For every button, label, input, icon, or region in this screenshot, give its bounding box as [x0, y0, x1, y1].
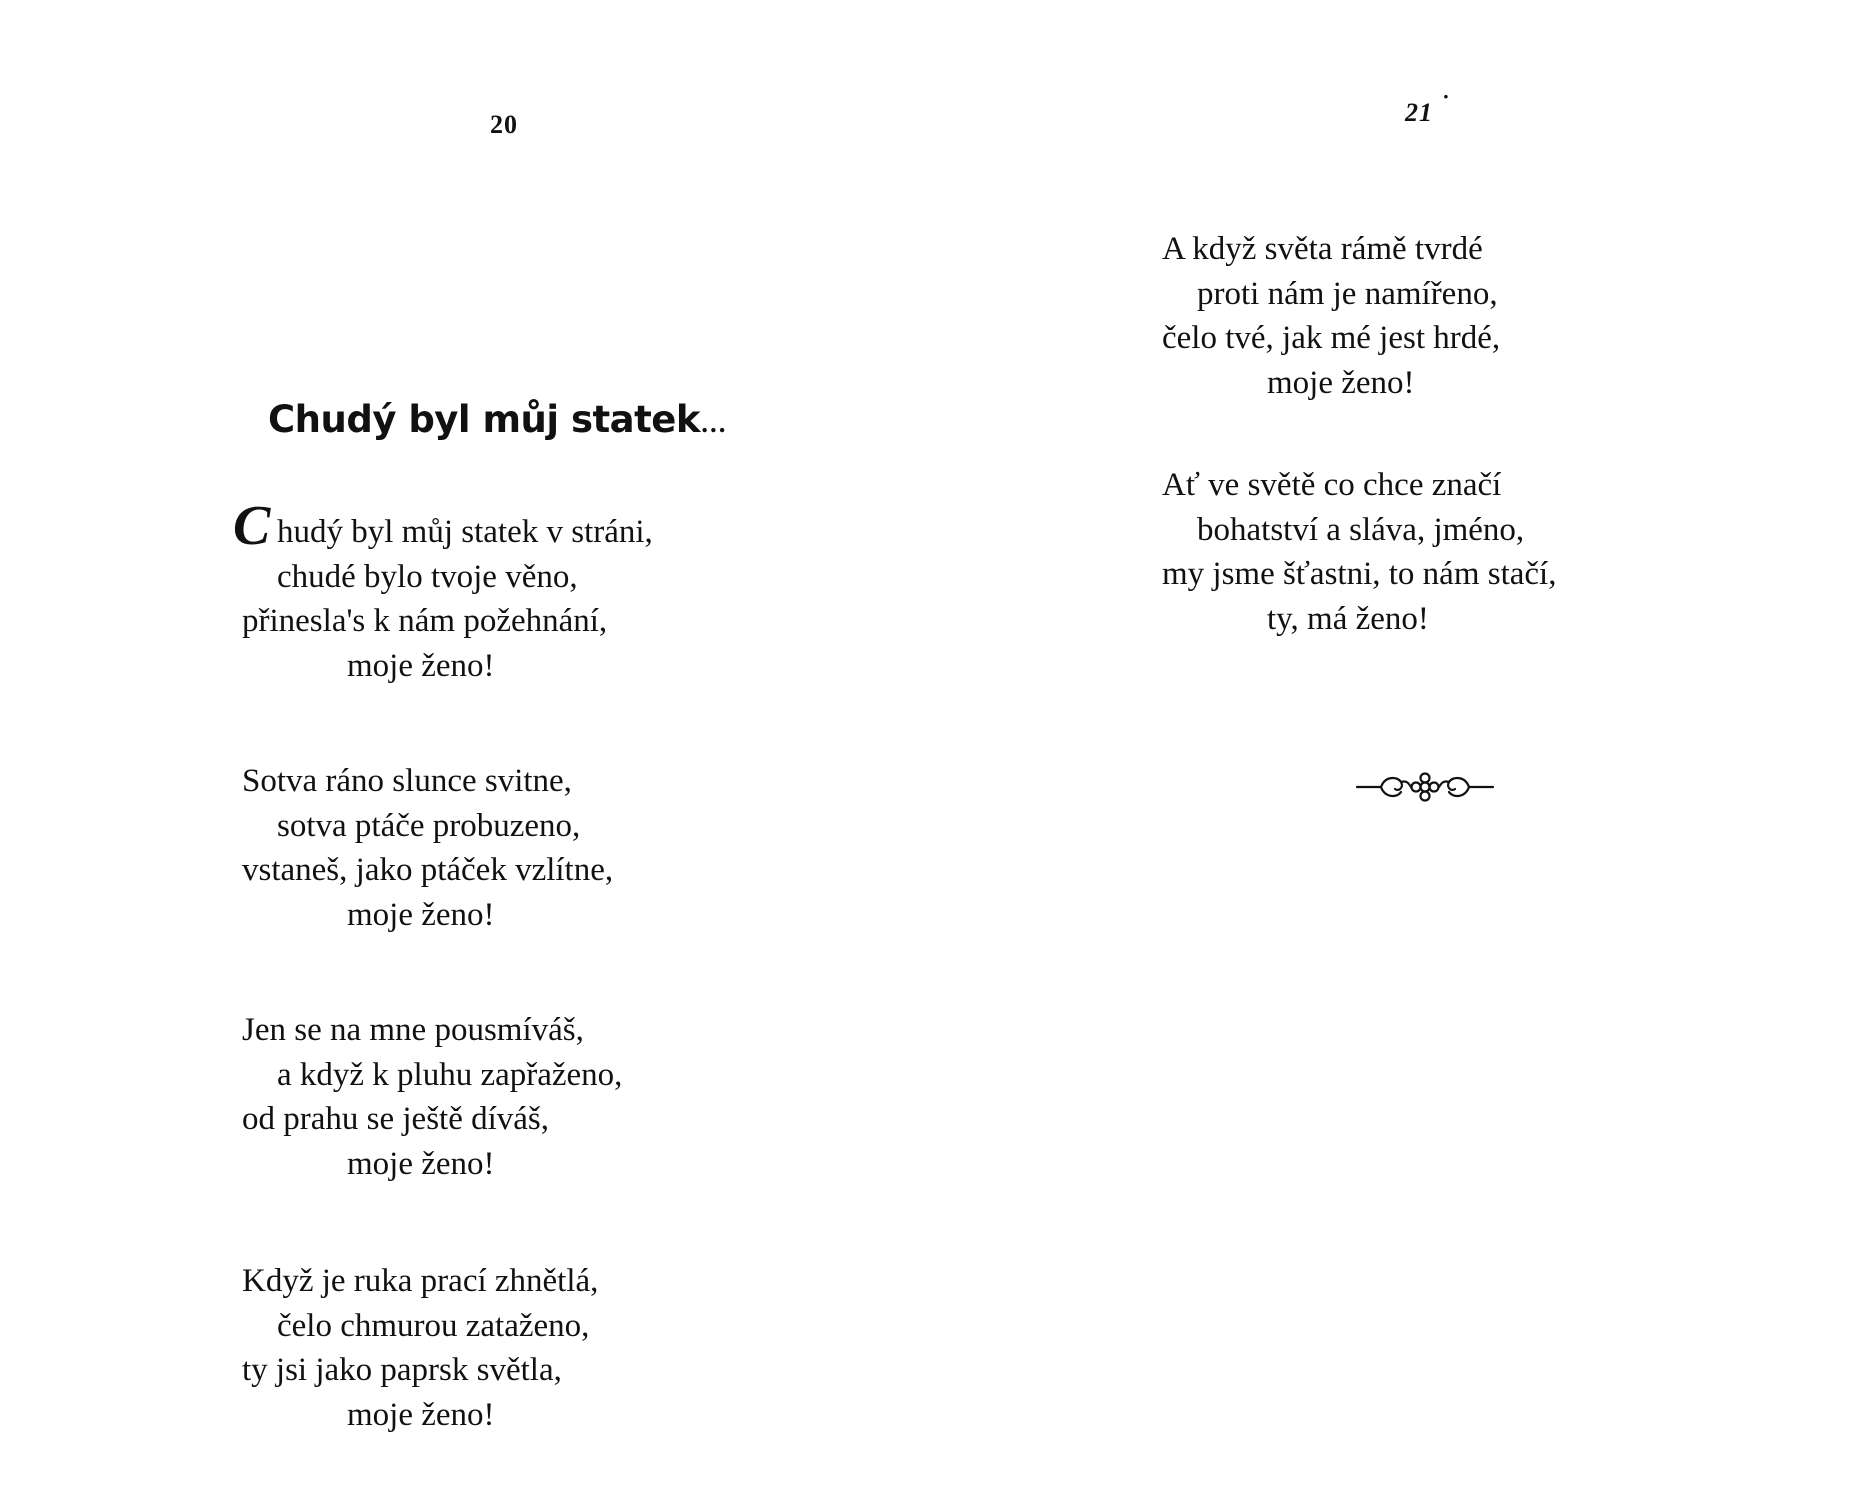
page-number-left: 20: [490, 110, 518, 139]
verse-line: čelo chmurou zataženo,: [277, 1307, 590, 1344]
verse-line: sotva ptáče probuzeno,: [277, 807, 581, 844]
verse-line: A když světa rámě tvrdé: [1162, 231, 1483, 267]
stanza-6: [1162, 463, 1556, 641]
page-number-right: 21 ·: [1405, 98, 1433, 128]
verse-line: Jen se na mne pousmíváš,: [242, 1012, 584, 1048]
verse-line: čelo tvé, jak mé jest hrdé,: [1162, 320, 1501, 356]
stanza-4: [242, 1259, 598, 1437]
verse-line: přinesla's k nám požehnání,: [242, 603, 608, 639]
verse-line: ty, má ženo!: [1267, 600, 1429, 637]
stanza-5: [1162, 227, 1500, 405]
verse-line: moje ženo!: [347, 1396, 495, 1433]
verse-line-text: hudý byl můj statek v stráni,: [277, 514, 653, 550]
verse-line: proti nám je namířeno,: [1197, 275, 1498, 312]
verse-line: Sotva ráno slunce svitne,: [242, 763, 572, 799]
verse-line: ty jsi jako paprsk světla,: [242, 1352, 562, 1388]
poem-title: [268, 398, 726, 442]
stanza-2: [242, 759, 613, 937]
verse-line: bohatství a sláva, jméno,: [1197, 511, 1525, 548]
verse-line: moje ženo!: [347, 1145, 495, 1182]
verse-line: a když k pluhu zapřaženo,: [277, 1056, 623, 1093]
verse-line: od prahu se ještě díváš,: [242, 1101, 550, 1137]
right-page: [935, 0, 1870, 1500]
verse-line: Ať ve světě co chce značí: [1162, 467, 1502, 503]
verse-line: vstaneš, jako ptáček vzlítne,: [242, 852, 614, 888]
stanza-3: [242, 1008, 622, 1186]
verse-line: moje ženo!: [347, 896, 495, 933]
stanza-1: [233, 495, 653, 688]
verse-line: chudé bylo tvoje věno,: [277, 558, 578, 595]
verse-line: [233, 495, 653, 557]
verse-line: Když je ruka prací zhnětlá,: [242, 1263, 599, 1299]
poem-title-ellipsis: ...: [700, 400, 727, 441]
fleuron-ornament-icon: [1355, 770, 1495, 804]
verse-line: moje ženo!: [1267, 364, 1415, 401]
poem-title-text: Chudý byl můj statek: [268, 398, 701, 441]
verse-line: moje ženo!: [347, 647, 495, 684]
drop-cap: C: [233, 495, 271, 557]
verse-line: my jsme šťastni, to nám stačí,: [1162, 556, 1557, 592]
